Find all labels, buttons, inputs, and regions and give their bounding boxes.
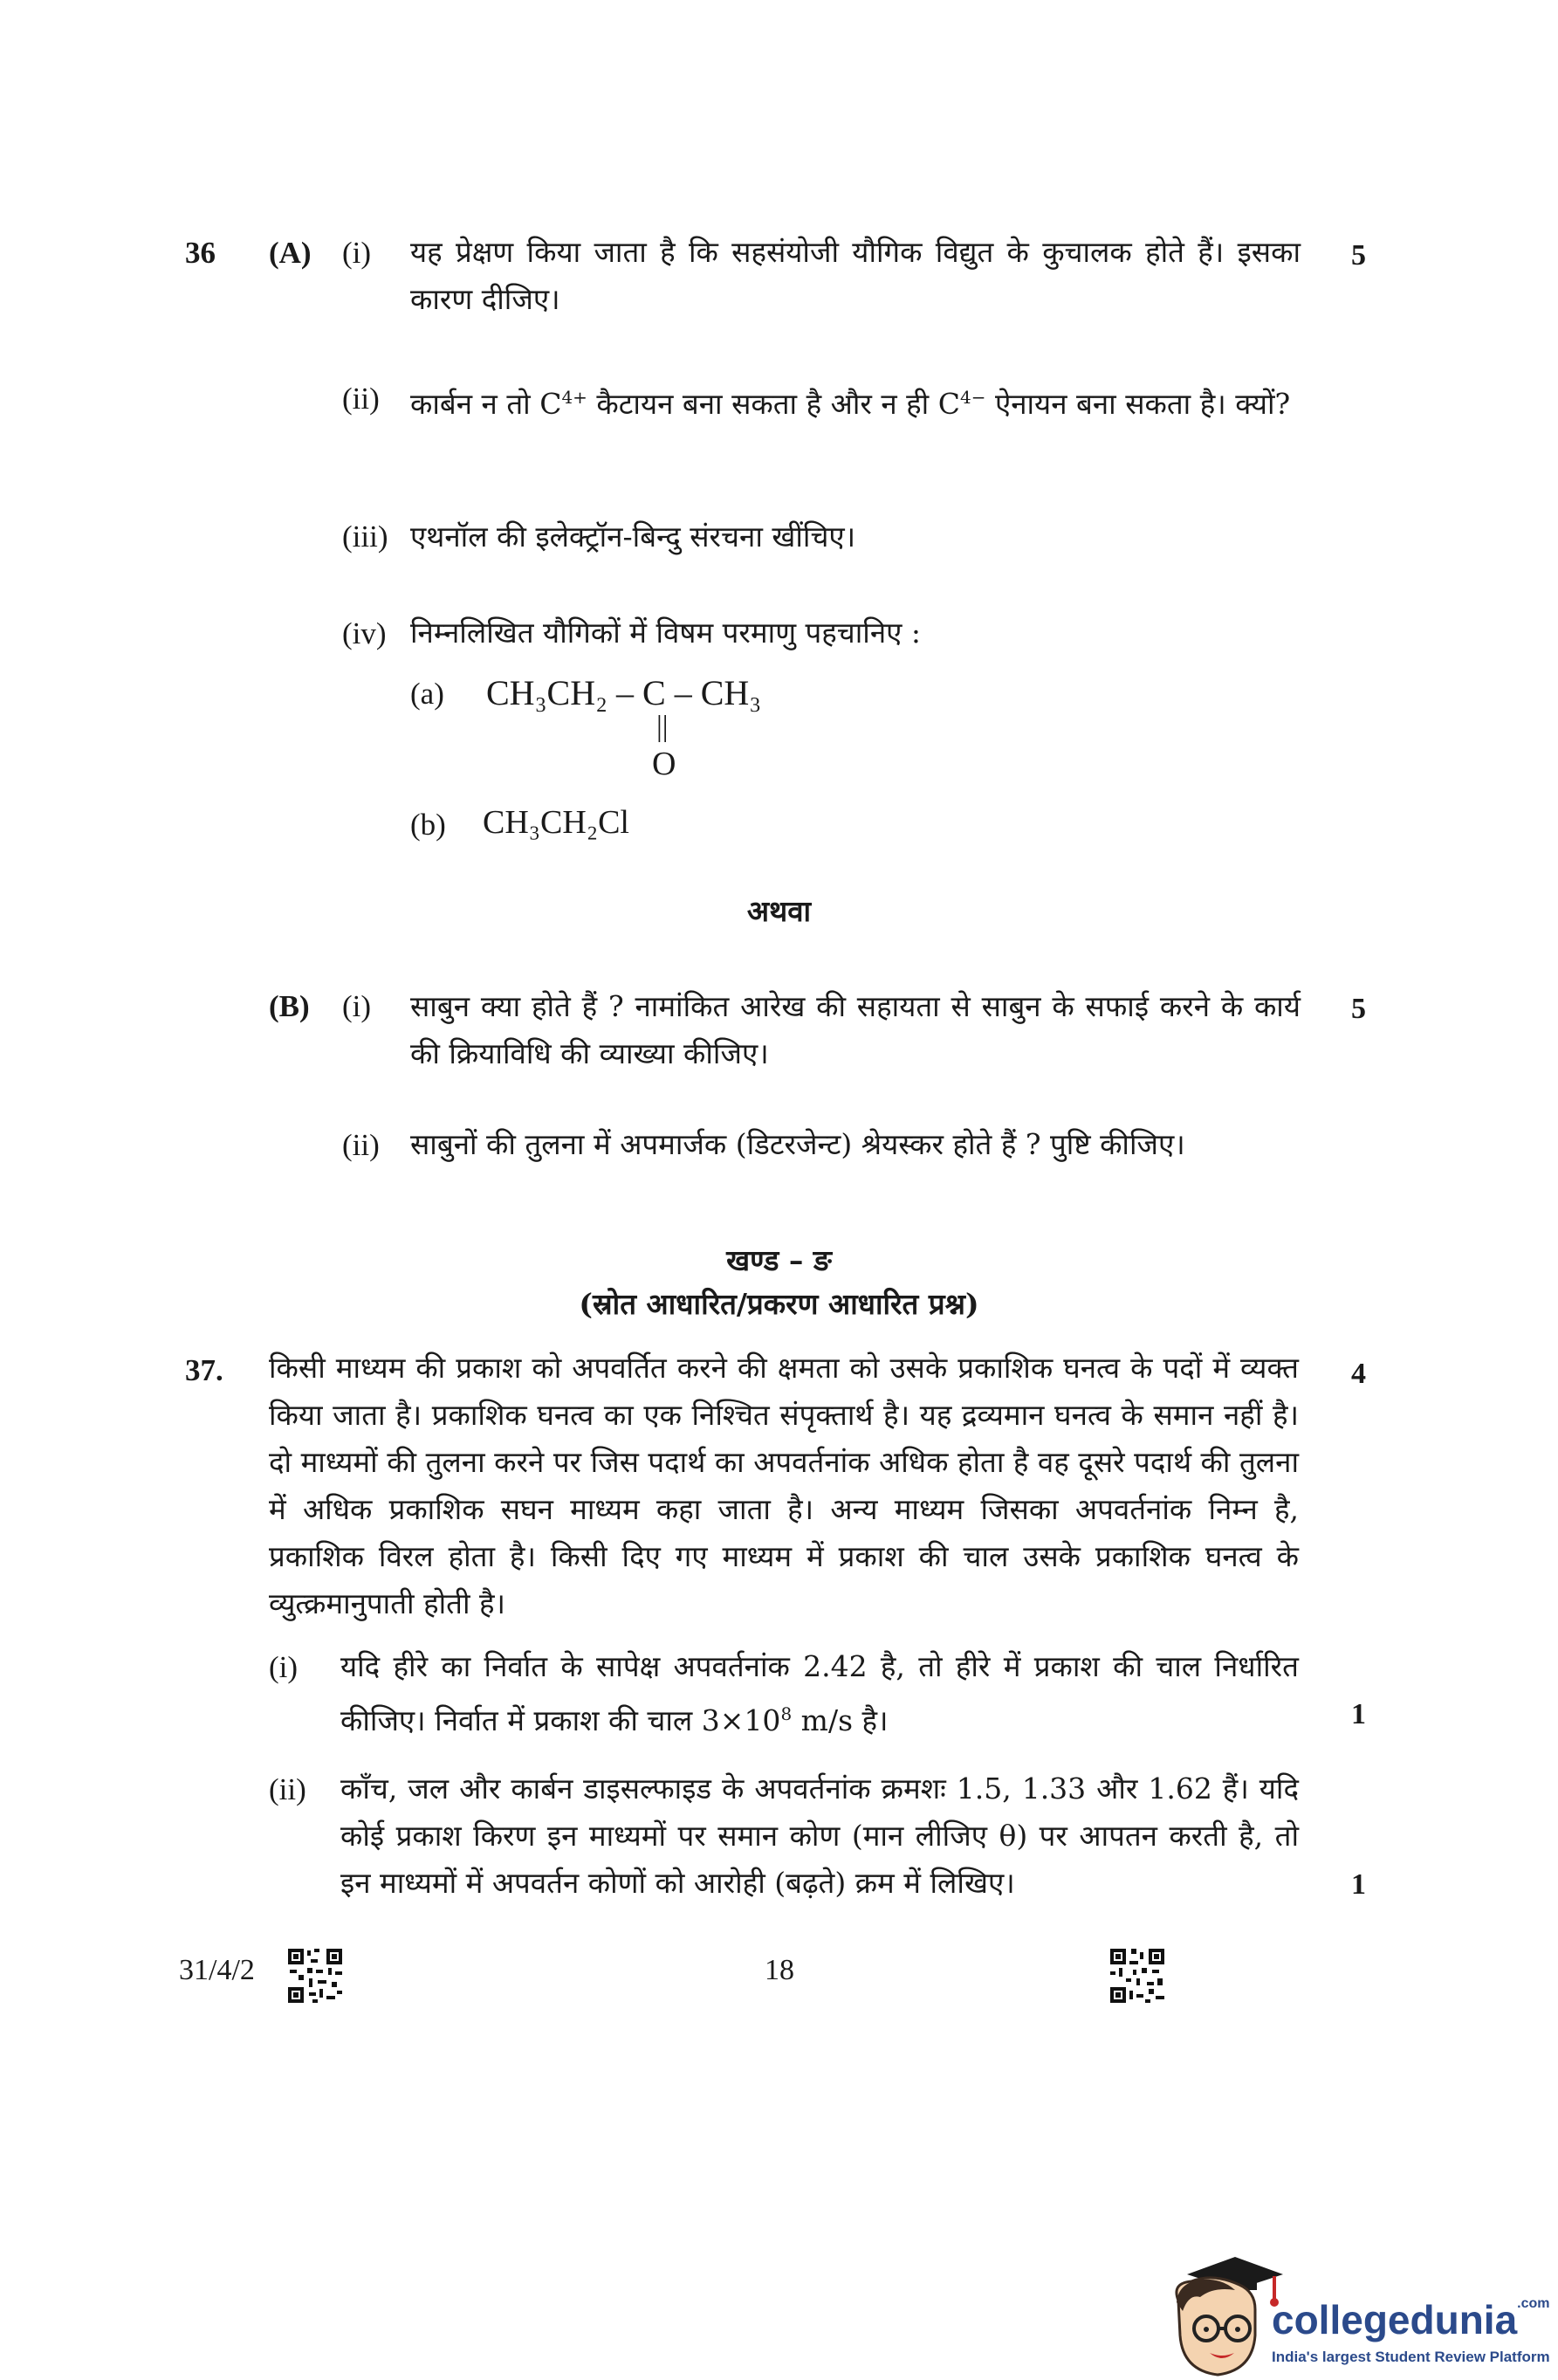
- qr-code-left: [288, 1949, 342, 2003]
- page-number: 18: [765, 1954, 794, 1986]
- formula-butanone: CH₃CH₂ – C – CH₃: [486, 673, 762, 712]
- q37-ii-marks: 1: [1351, 1868, 1366, 1901]
- part-a-label: (A): [269, 236, 312, 270]
- q37-i-label: (i): [269, 1650, 299, 1684]
- collegedunia-tagline: India's largest Student Review Platform: [1272, 2349, 1550, 2365]
- q36a-iv-text: निम्नलिखित यौगिकों में विषम परमाणु पहचानिए :: [410, 616, 922, 650]
- q36a-i-label: (i): [342, 236, 372, 270]
- q36a-ii-label: (ii): [342, 382, 380, 416]
- q36a-ii-text: कार्बन न तो $C^{4+}$ कैटायन बना सकता है और न ही $C^{4-}$ ऐनायन बना सकता है। क्यों?: [410, 387, 1291, 421]
- q37-i-text: यदि हीरे का निर्वात के सापेक्ष अपवर्तनांक 2.42 है, तो हीरे में प्रकाश की चाल निर्धारित कीजिए। निर्वात में प्रकाश की चाल $3\times 10^8$ m/s है।: [340, 1649, 1299, 1737]
- q36a-iv-b-label: (b): [410, 808, 446, 842]
- paper-code: 31/4/2: [179, 1954, 255, 1986]
- collegedunia-wordmark: collegedunia$^{.com}$: [1272, 2296, 1550, 2342]
- q37-ii-label: (ii): [269, 1772, 306, 1806]
- section-title: खण्ड – ङ: [726, 1243, 832, 1277]
- formula-chloroethane: CH₃CH₂Cl: [483, 804, 629, 841]
- q36a-iv-label: (iv): [342, 616, 387, 650]
- q36a-iv-a-label: (a): [410, 677, 444, 711]
- q36a-iii-text: एथनॉल की इलेक्ट्रॉन-बिन्दु संरचना खींचिए।: [410, 519, 856, 554]
- q37-marks: 4: [1351, 1358, 1366, 1390]
- q36b-marks: 5: [1351, 993, 1366, 1025]
- q36b-i-label: (i): [342, 989, 372, 1023]
- q37-i-marks: 1: [1351, 1698, 1366, 1730]
- formula-oxygen: O: [652, 746, 676, 782]
- q37-passage: किसी माध्यम की प्रकाश को अपवर्तित करने की क्षमता को उसके प्रकाशिक घनत्व के पदों में व्यक्त किया जाता है। प्रकाशिक घनत्व का एक निश्चित संपृक्तार्थ है। यह द्रव्यमान घनत्व के समान नहीं है। दो माध्यमों की तुलना करने पर जिस पदार्थ का अपवर्तनांक अधिक होता है वह दूसरे पदार्थ की तुलना में अधिक प्रकाशिक सघन माध्यम कहा जाता है। अन्य माध्यम जिसका अपवर्तनांक निम्न है, प्रकाशिक विरल होता है। किसी दिए गए माध्यम में प्रकाश की चाल उसके प्रकाशिक घनत्व के व्युत्क्रमानुपाती होती है।: [269, 1351, 1299, 1620]
- part-b-label: (B): [269, 989, 310, 1023]
- q37-ii-text: काँच, जल और कार्बन डाइसल्फाइड के अपवर्तनांक क्रमशः 1.5, 1.33 और 1.62 हैं। यदि कोई प्रकाश किरण इन माध्यमों पर समान कोण (मान लीजिए θ) पर आपतन करती है, तो इन माध्यमों में अपवर्तन कोणों को आरोही (बढ़ते) क्रम में लिखिए।: [340, 1771, 1299, 1900]
- q36a-iii-label: (iii): [342, 519, 388, 554]
- q36a-marks: 5: [1351, 239, 1366, 272]
- q36b-ii-label: (ii): [342, 1128, 380, 1162]
- question-number-36: 36: [185, 236, 216, 270]
- q36b-ii-text: साबुनों की तुलना में अपमार्जक (डिटरजेन्ट) श्रेयस्कर होते हैं ? पुष्टि कीजिए।: [410, 1127, 1185, 1161]
- or-separator: अथवा: [746, 894, 812, 928]
- q36b-i-text: साबुन क्या होते हैं ? नामांकित आरेख की सहायता से साबुन के सफाई करने के कार्य की क्रियाविधि की व्याख्या कीजिए।: [410, 989, 1301, 1070]
- question-number-37: 37.: [185, 1353, 223, 1387]
- section-subtitle: (स्रोत आधारित/प्रकरण आधारित प्रश्न): [579, 1287, 979, 1321]
- collegedunia-mascot-logo: [1152, 2248, 1283, 2379]
- qr-code-right: [1110, 1949, 1164, 2003]
- q36a-i-text: यह प्रेक्षण किया जाता है कि सहसंयोजी यौगिक विद्युत के कुचालक होते हैं। इसका कारण दीजिए।: [410, 235, 1301, 316]
- formula-double-bond: ||: [656, 711, 669, 743]
